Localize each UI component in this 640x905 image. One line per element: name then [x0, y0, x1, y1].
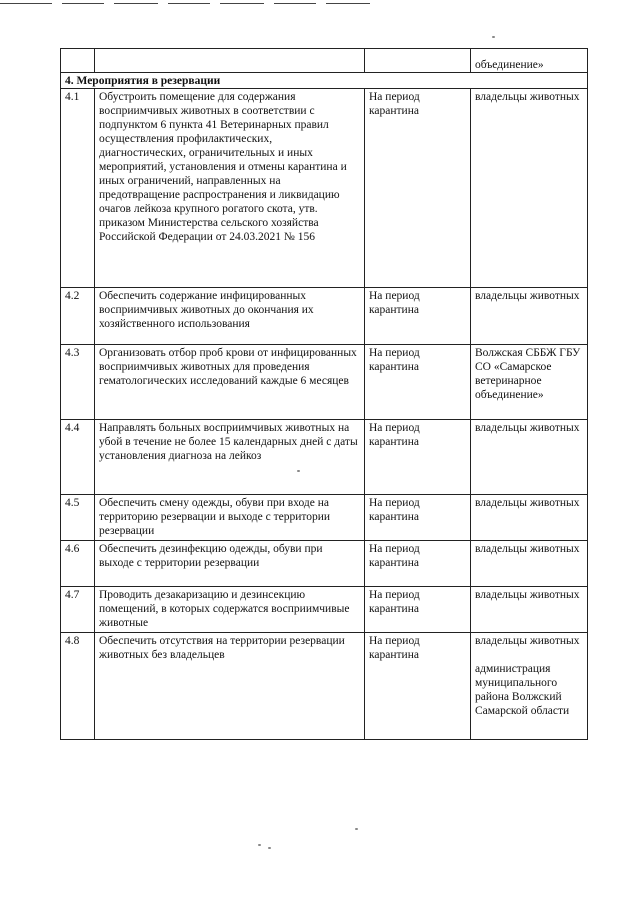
scan-speck: [297, 470, 300, 472]
period-text: На период карантина: [365, 633, 471, 740]
row-number: 4.2: [61, 288, 95, 345]
row-number: 4.7: [61, 587, 95, 633]
responsible-text-extra: администрация муниципального района Волжский Самарской области: [475, 663, 570, 717]
responsible-text: владельцы животных: [471, 587, 588, 633]
responsible-text: Волжская СББЖ ГБУ СО «Самарское ветеринарное объединение»: [471, 345, 588, 420]
scan-speck: [492, 36, 495, 38]
section-row: [61, 73, 588, 89]
row-number: 4.8: [61, 633, 95, 740]
measure-text: Обеспечить содержание инфицированных восприимчивых животных до окончания их хозяйственного использования: [95, 288, 365, 345]
row-number: 4.1: [61, 89, 95, 288]
responsible-text: владельцы животных: [471, 89, 588, 288]
row-number: 4.5: [61, 495, 95, 541]
section-heading: 4. Мероприятия в резервации: [61, 73, 588, 89]
scan-edge-line: [0, 3, 640, 4]
period-text: На период карантина: [365, 89, 471, 288]
responsible-cell: [471, 49, 588, 73]
period-text: На период карантина: [365, 420, 471, 495]
table-row: [61, 89, 588, 288]
responsible-text: владельцы животных: [471, 541, 588, 587]
measure-text: Проводить дезакаризацию и дезинсекцию помещений, в которых содержатся восприимчивые животные: [95, 587, 365, 633]
measure-text: Обеспечить дезинфекцию одежды, обуви при выходе с территории резервации: [95, 541, 365, 587]
measure-text: Направлять больных восприимчивых животных на убой в течение не более 15 календарных дней с даты установления диагноза на лейкоз: [95, 420, 365, 495]
measure-text: Обеспечить отсутствия на территории резервации животных без владельцев: [95, 633, 365, 740]
scan-speck: [258, 844, 261, 846]
table-row: [61, 495, 588, 541]
scan-speck: [268, 847, 271, 849]
table-row: [61, 49, 588, 73]
scan-speck: [355, 828, 358, 830]
period-text: На период карантина: [365, 345, 471, 420]
table-row: [61, 587, 588, 633]
table-row: [61, 345, 588, 420]
table-row: [61, 420, 588, 495]
responsible-text: объединение»: [475, 59, 544, 71]
period-text: На период карантина: [365, 541, 471, 587]
measure-text: Организовать отбор проб крови от инфицированных восприимчивых животных для проведения гематологических исследований каждые 6 месяцев: [95, 345, 365, 420]
period-text: На период карантина: [365, 288, 471, 345]
responsible-text: владельцы животных: [471, 420, 588, 495]
row-number: 4.3: [61, 345, 95, 420]
measures-table: [60, 48, 588, 740]
measure-text: Обустроить помещение для содержания восприимчивых животных в соответствии с подпунктом 6 пункта 41 Ветеринарных правил осуществления профилактических, диагностических, ограничительных и иных мероприятий, установления и отмены карантина и иных ограничений, направленных на предотвращение распространения и ликвидацию очагов лейкоза крупного рогатого скота, утв. приказом Министерства сельского хозяйства Российской Федерации от 24.03.2021 № 156: [95, 89, 365, 288]
table-row: [61, 288, 588, 345]
measure-text: Обеспечить смену одежды, обуви при входе на территорию резервации и выходе с территории резервации: [95, 495, 365, 541]
responsible-text: владельцы животных: [471, 288, 588, 345]
row-number: 4.6: [61, 541, 95, 587]
table-row: [61, 633, 588, 740]
responsible-cell: [471, 633, 588, 740]
table-row: [61, 541, 588, 587]
period-text: На период карантина: [365, 587, 471, 633]
responsible-text: владельцы животных: [475, 635, 580, 647]
period-text: На период карантина: [365, 495, 471, 541]
row-number: 4.4: [61, 420, 95, 495]
responsible-text: владельцы животных: [471, 495, 588, 541]
